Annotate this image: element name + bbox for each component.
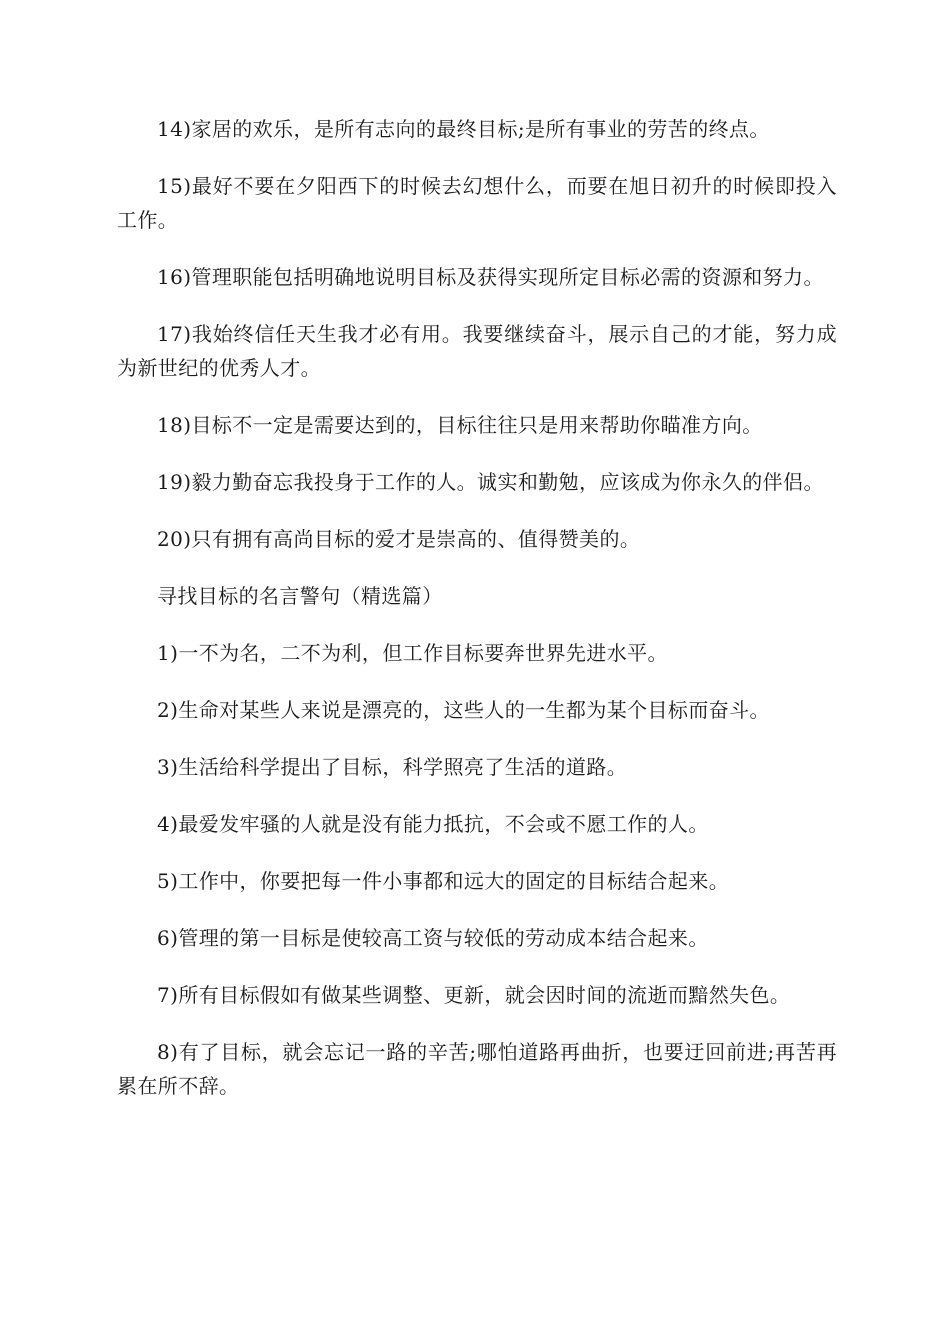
quote-3: 3)生活给科学提出了目标，科学照亮了生活的道路。 [157, 755, 628, 779]
document-page [117, 112, 837, 1126]
section-heading: 寻找目标的名言警句（精选篇） [157, 584, 443, 608]
quote-2: 2)生命对某些人来说是漂亮的，这些人的一生都为某个目标而奋斗。 [157, 698, 770, 722]
quote-6: 6)管理的第一目标是使较高工资与较低的劳动成本结合起来。 [157, 926, 709, 950]
quote-18: 18)目标不一定是需要达到的，目标往往只是用来帮助你瞄准方向。 [157, 413, 763, 437]
quote-8: 8)有了目标，就会忘记一路的辛苦;哪怕道路再曲折，也要迂回前进;再苦再累在所不辞。 [117, 1040, 837, 1098]
quote-4: 4)最爱发牢骚的人就是没有能力抵抗，不会或不愿工作的人。 [157, 812, 709, 836]
quote-17: 17)我始终信任天生我才必有用。我要继续奋斗，展示自己的才能，努力成为新世纪的优秀人才。 [117, 322, 837, 380]
quote-20: 20)只有拥有高尚目标的爱才是崇高的、值得赞美的。 [157, 527, 641, 551]
quote-19: 19)毅力勤奋忘我投身于工作的人。诚实和勤勉，应该成为你永久的伴侣。 [157, 470, 824, 494]
quote-5: 5)工作中，你要把每一件小事都和远大的固定的目标结合起来。 [157, 869, 730, 893]
quote-1: 1)一不为名，二不为利，但工作目标要奔世界先进水平。 [157, 641, 668, 665]
quote-15: 15)最好不要在夕阳西下的时候去幻想什么，而要在旭日初升的时候即投入工作。 [117, 174, 837, 232]
quote-16: 16)管理职能包括明确地说明目标及获得实现所定目标必需的资源和努力。 [157, 265, 824, 289]
quote-14: 14)家居的欢乐，是所有志向的最终目标;是所有事业的劳苦的终点。 [157, 117, 770, 141]
quote-7: 7)所有目标假如有做某些调整、更新，就会因时间的流逝而黯然失色。 [157, 983, 791, 1007]
